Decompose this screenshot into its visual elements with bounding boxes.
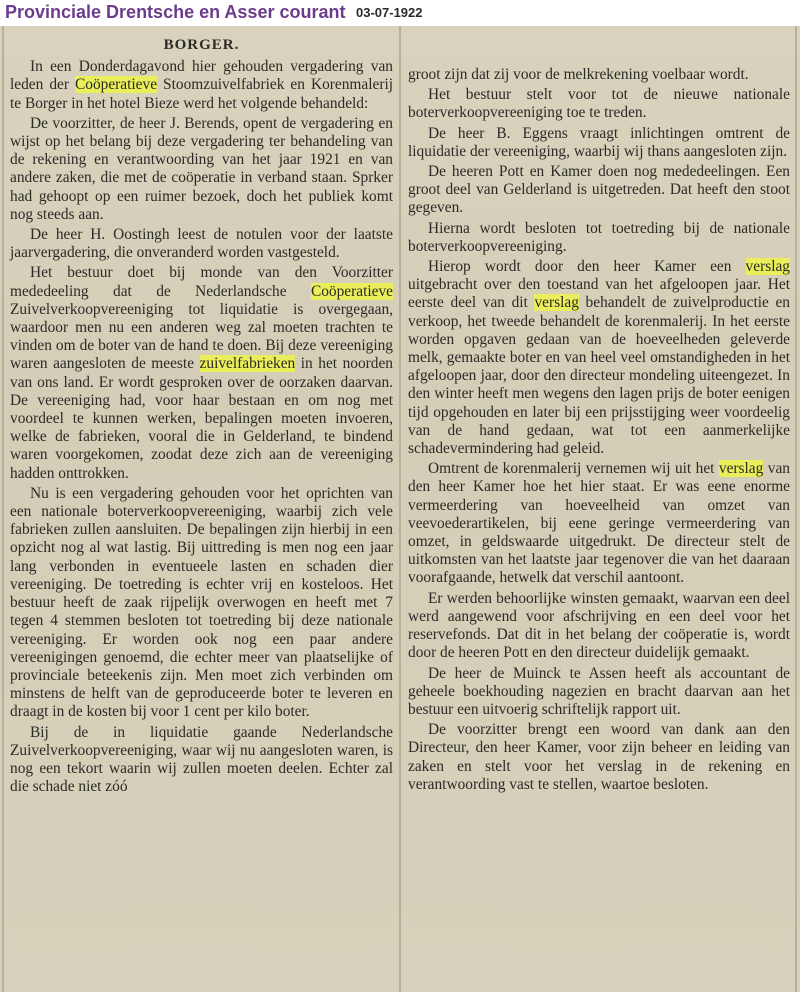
article-column-2 bbox=[408, 66, 790, 796]
paragraph-text: De heer H. Oostingh leest de notulen voor der laatste jaarvergadering, die onveranderd worden vastgesteld. bbox=[10, 226, 393, 262]
paragraph-text: Het bestuur doet bij monde van den Voorzitter mededeeling dat de Nederlandsche bbox=[10, 264, 393, 300]
paragraph-text: De voorzitter brengt een woord van dank aan den Directeur, den heer Kamer, voor zijn beheer en leiding van zaken en stelt voor het verslag in de rekening en verantwoording vast te stellen, waartoe besloten. bbox=[408, 721, 790, 793]
paragraph-text: in het noorden van ons land. Er wordt gesproken over de oorzaken daarvan. De vereeniging had, voor haar bestaan en om nog met voordeel te kunnen werken, bepalingen moeten invoeren, welke de fabrieken, vooral die in Gelderland, te bindend waren voorgekomen, zoodat deze zich aan de vereeniging hadden onttrokken. bbox=[10, 355, 393, 482]
page-header bbox=[0, 0, 800, 26]
highlighted-term: Coöperatieve bbox=[74, 76, 158, 94]
highlighted-term: Coöperatieve bbox=[310, 282, 393, 300]
paragraph bbox=[408, 460, 790, 587]
highlighted-term: verslag bbox=[534, 294, 579, 312]
paragraph bbox=[408, 86, 790, 122]
paragraph bbox=[10, 264, 393, 482]
paragraph-text: Het bestuur stelt voor tot de nieuwe nationale boterverkoopvereeniging toe te treden. bbox=[408, 86, 790, 122]
column-1-body bbox=[10, 58, 393, 796]
paragraph bbox=[10, 58, 393, 113]
paragraph-text: Omtrent de korenmalerij vernemen wij uit het bbox=[428, 460, 719, 478]
paragraph bbox=[408, 66, 790, 84]
article-column-1 bbox=[10, 36, 393, 798]
paragraph-text: behandelt de zuivelproductie en verkoop, het tweede behandelt de korenmalerij. In het eerste worden opgaven gedaan van de hoeveelheden geleverde melk, gemaakte boter en van heel veel omstandigheden in het afgeloopen jaar, door den directeur mondeling uiteengezet. In den winter heeft men wegens den lagen prijs de boter eenigen tijd opgehouden en later bij een prijsstijging weer voordeelig van de hand gedaan, wat tot een aanmerkelijke schadevermindering had geleid. bbox=[408, 294, 790, 458]
paragraph-text: Stoomzuivelfabriek en Korenmalerij te Borger in het hotel Bieze werd het volgende behandeld: bbox=[10, 76, 393, 112]
paragraph bbox=[408, 125, 790, 161]
paragraph-text: Nu is een vergadering gehouden voor het oprichten van een nationale boterverkoopvereeniging, waarbij zich vele fabrieken zullen aansluiten. De bepalingen zijn hierbij in een opzicht nog al wat lastig. Bij uittreding is men nog een jaar lang verbonden in eventueele lasten en schaden dier vereeniging. De toetreding is echter vrij en kosteloos. Het bestuur heeft de zaak rijpelijk overwogen en heeft met 7 tegen 4 stemmen besloten tot toetreding bij deze nationale vereeniging. Er worden ook nog een paar andere vereenigingen genoemd, die echter meer van plaatselijke of provinciale beteekenis zijn. Men moet zich verbinden om minstens de helft van de geproduceerde boter te leveren en draagt in de kosten bij voor 1 cent per kilo boter. bbox=[10, 484, 393, 721]
paragraph-text: Hierop wordt door den heer Kamer een bbox=[428, 258, 746, 276]
column-rule-left bbox=[2, 26, 4, 992]
paragraph-text: uitgebracht over den toestand van het afgeloopen jaar. Het eerste deel van dit bbox=[408, 276, 790, 312]
paragraph-text: De heer de Muinck te Assen heeft als accountant de geheele boekhouding nagezien en bracht daarvan aan het bestuur een uitvoerig schriftelijk rapport uit. bbox=[408, 664, 790, 718]
column-rule-right bbox=[795, 26, 797, 992]
paragraph bbox=[408, 721, 790, 794]
paragraph bbox=[10, 485, 393, 722]
publication-date: 03-07-1922 bbox=[356, 5, 423, 20]
highlighted-term: zuivelfabrieken bbox=[199, 355, 296, 373]
column-2-body bbox=[408, 66, 790, 794]
paragraph bbox=[408, 665, 790, 720]
paragraph-text: Zuivelverkoopvereeniging tot liquidatie is overgegaan, waardoor men nu een anderen weg zal moeten trachten te vinden om de boter van de hand te doen. Bij deze vereeniging waren aangesloten de meeste bbox=[10, 300, 393, 373]
paragraph-text: groot zijn dat zij voor de melkrekening voelbaar wordt. bbox=[408, 66, 749, 83]
newspaper-clipping bbox=[0, 26, 800, 992]
paragraph bbox=[408, 258, 790, 458]
paragraph-text: In een Donderdagavond hier gehouden vergadering van leden der bbox=[10, 58, 393, 94]
paragraph bbox=[10, 115, 393, 224]
paragraph-text: De heeren Pott en Kamer doen nog mededeelingen. Een groot deel van Gelderland is uitgetreden. Dat heeft den stoot gegeven. bbox=[408, 163, 790, 217]
paragraph-text: Hierna wordt besloten tot toetreding bij de nationale boterverkoopvereeniging. bbox=[408, 219, 790, 255]
paragraph-text: van den heer Kamer hoe het hier staat. Er was eene enorme vermeerdering van hoeveelheid van omzet van veevoederartikelen, bij eene geringe vermeerdering van omzet, in geldswaarde uitgedrukt. De directeur stelt de uitkomsten van het laatste jaar tegenover die van het daaraan voorafgaande, hetwelk dat verschil aantoont. bbox=[408, 460, 790, 587]
paragraph bbox=[408, 590, 790, 663]
paragraph bbox=[10, 724, 393, 797]
highlighted-term: verslag bbox=[745, 258, 790, 276]
paragraph bbox=[10, 226, 393, 262]
column-rule-middle bbox=[399, 26, 401, 992]
paragraph bbox=[408, 163, 790, 218]
paragraph-text: Bij de in liquidatie gaande Nederlandsche Zuivelverkoopvereeniging, waar wij nu aangesloten waren, is nog een tekort waarin wij zullen moeten deelen. Echter zal die schade niet zóó bbox=[10, 723, 393, 796]
publication-title: Provinciale Drentsche en Asser courant bbox=[5, 2, 346, 22]
paragraph-text: De heer B. Eggens vraagt inlichtingen omtrent de liquidatie der vereeniging, waarbij wij thans aangesloten zijn. bbox=[408, 124, 790, 160]
paragraph-text: Er werden behoorlijke winsten gemaakt, waarvan een deel werd aangewend voor afschrijving en een deel voor het reservefonds. Dat dit in het belang der coöperatie is, wordt door de heeren Pott en den directeur duidelijk gemaakt. bbox=[408, 589, 790, 662]
article-heading: BORGER. bbox=[163, 37, 240, 53]
paragraph bbox=[408, 220, 790, 256]
highlighted-term: verslag bbox=[718, 460, 764, 478]
paragraph-text: De voorzitter, de heer J. Berends, opent de vergadering en wijst op het belang bij deze vergadering ter behandeling van de rekening en verantwoording van het jaar 1921 en van andere zaken, die met de coöperatie in verband staan. Sprker had gehoopt op een ruimer bezoek, doch het publiek komt nog steeds aan. bbox=[10, 114, 393, 223]
